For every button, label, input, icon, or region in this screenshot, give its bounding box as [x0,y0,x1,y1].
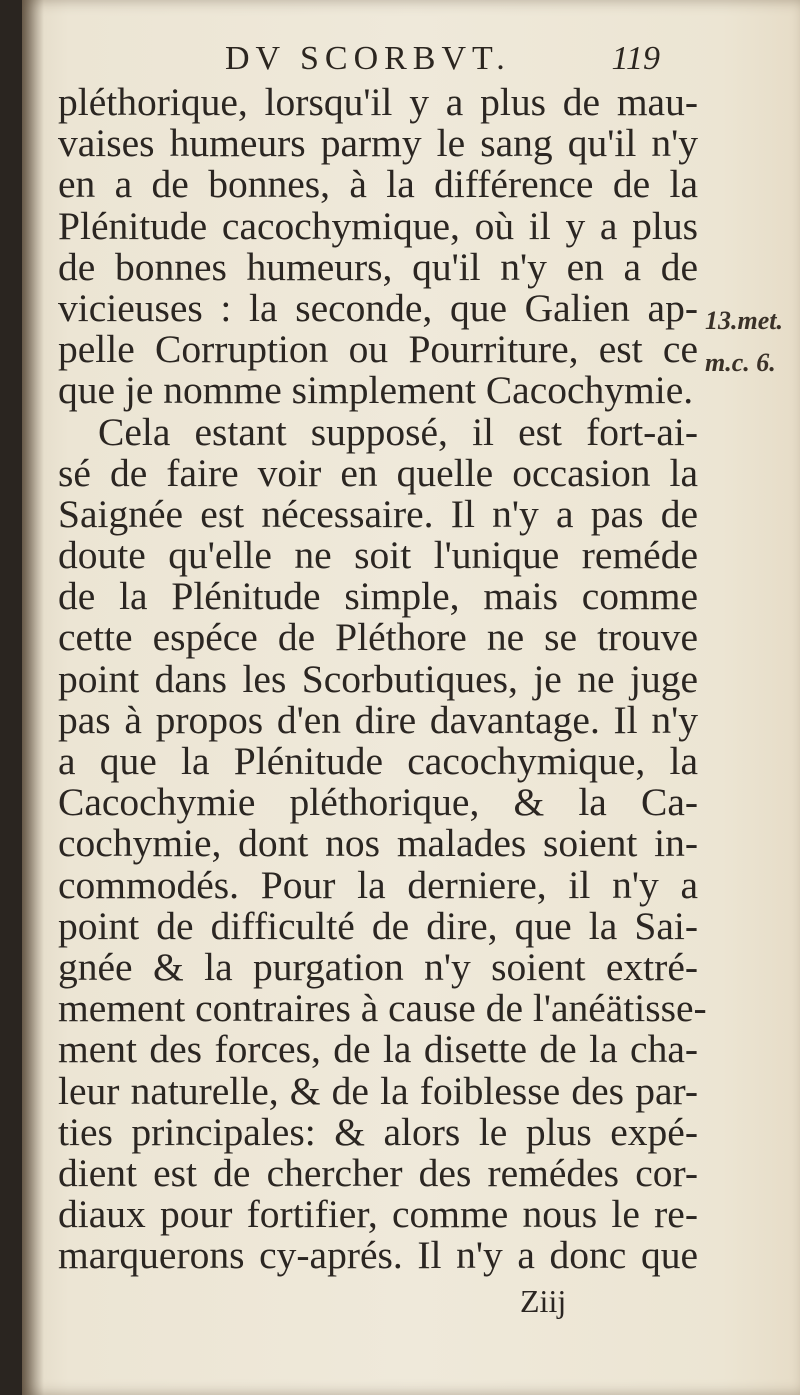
text-line: pas à propos d'en dire davantage. Il n'y [58,697,698,742]
text-line: cochymie, dont nos malades soient in- [58,821,698,866]
text-line: gnée & la purgation n'y soient extré- [58,944,698,989]
text-line: ment des forces, de la disette de la cha- [58,1027,698,1072]
text-line: marquerons cy-aprés. Il n'y a donc que [58,1233,698,1278]
text-line: que je nomme simplement Cacochymie. [58,368,694,413]
margin-note-line: 13.met. [705,306,783,335]
text-line: Cacochymie pléthorique, & la Ca- [58,780,698,825]
running-title: DV SCORBVT. [225,40,511,77]
text-line: dient est de chercher des remédes cor- [58,1150,698,1195]
text-line: mement contraires à cause de l'anéätisse- [58,986,707,1031]
text-line: vaises humeurs parmy le sang qu'il n'y [58,121,698,166]
text-line: de bonnes humeurs, qu'il n'y en a de [58,244,698,289]
signature-mark: Ziij [520,1283,567,1319]
text-line: point dans les Scorbutiques, je ne juge [58,656,698,701]
text-line: pléthorique, lorsqu'il y a plus de mau- [58,80,698,124]
text-line: vicieuses : la seconde, que Galien ap- [58,285,698,330]
body-text [58,80,707,1278]
text-line: commodés. Pour la derniere, il n'y a [58,862,698,907]
text-line: diaux pour fortifier, comme nous le re- [58,1192,698,1237]
text-line: en a de bonnes, à la différence de la [58,162,698,207]
text-line: ties principales: & alors le plus expé- [58,1109,698,1154]
text-line: point de difficulté de dire, que la Sai- [58,903,698,948]
text-line: doute qu'elle ne soit l'unique reméde [58,533,698,578]
text-line: a que la Plénitude cacochymique, la [58,739,698,783]
text-line: Plénitude cacochymique, où il y a plus [58,203,698,248]
margin-note [705,300,800,384]
text-line: cette espéce de Pléthore ne se trouve [58,615,698,660]
text-line: Saignée est nécessaire. Il n'y a pas de [58,491,698,536]
text-line: leur naturelle, & de la foiblesse des par- [58,1068,698,1113]
page-number: 119 [611,40,660,77]
margin-note-line: m.c. 6. [705,348,776,377]
text-line: pelle Corruption ou Pourriture, est ce [58,327,698,372]
text-line: sé de faire voir en quelle occasion la [58,450,698,495]
text-line: de la Plénitude simple, mais comme [58,574,698,619]
page-gutter-shadow [22,0,44,1395]
text-line: Cela estant supposé, il est fort-ai- [98,409,698,454]
